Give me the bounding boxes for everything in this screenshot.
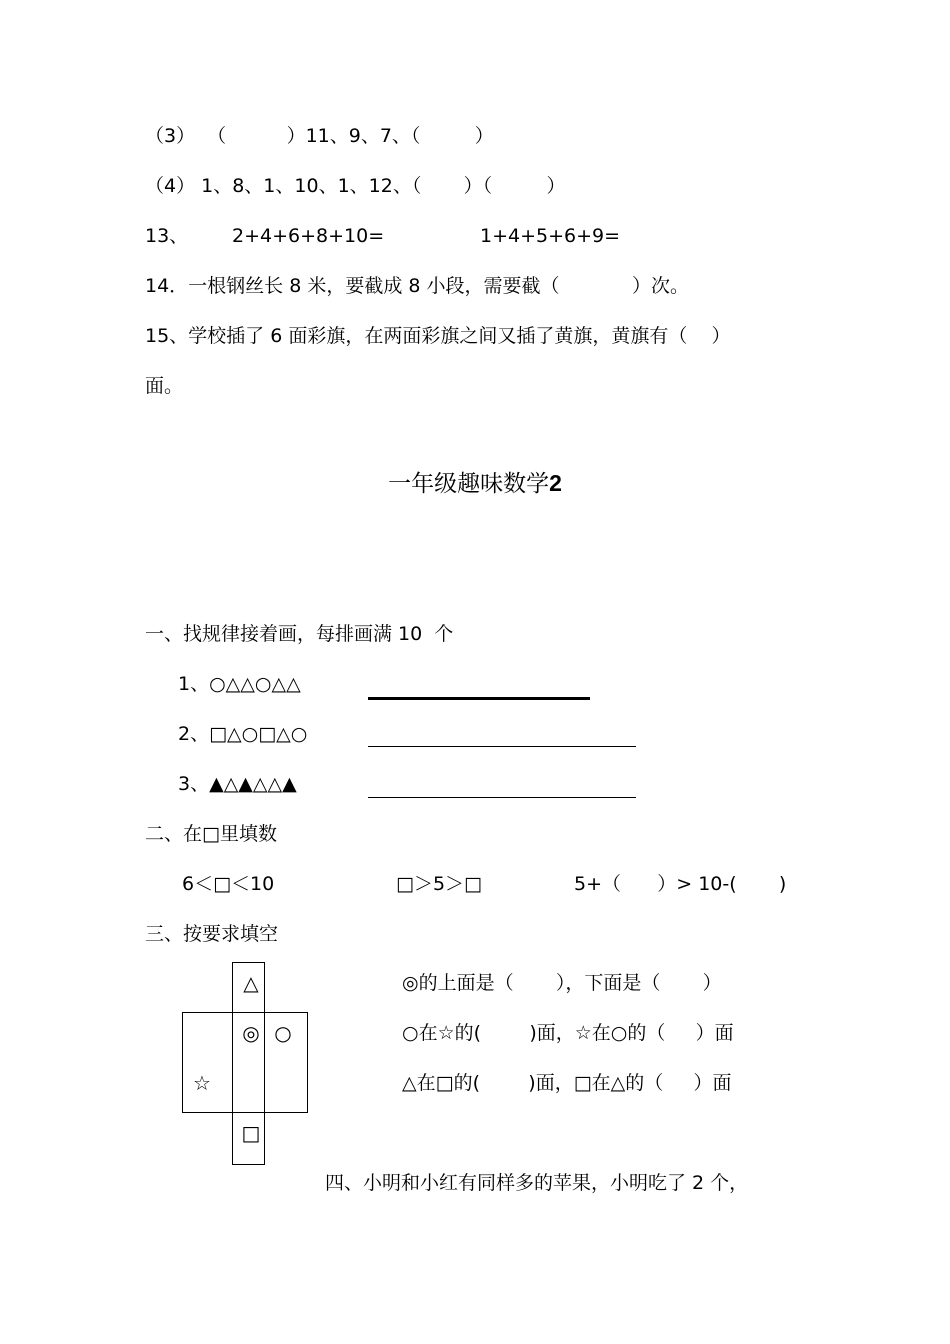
inequality-a: 6＜□＜10 <box>182 873 275 895</box>
question-13-expression-a: 2+4+6+8+10= <box>232 225 385 247</box>
square-icon: □ <box>241 1121 261 1145</box>
pattern-row-2: 2、□△○□△○ <box>178 723 308 745</box>
pattern-row-1: 1、○△△○△△ <box>178 673 301 695</box>
question-13-expression-b: 1+4+5+6+9= <box>480 225 621 247</box>
page-title <box>0 468 950 499</box>
answer-line-2[interactable] <box>368 746 636 747</box>
question-14: 14．一根钢丝长 8 米，要截成 8 小段，需要截（ ）次。 <box>145 275 689 297</box>
question-15-line-2: 面。 <box>145 375 184 397</box>
circle-icon: ○ <box>274 1021 292 1045</box>
inequality-c: 5+（ ）> 10-( ) <box>574 873 787 895</box>
position-question-2: ○在☆的( )面，☆在○的（ ）面 <box>402 1022 734 1044</box>
section-3-heading: 三、按要求填空 <box>145 923 279 945</box>
page-title-number: 2 <box>549 470 562 496</box>
question-13-label: 13、 <box>145 225 189 247</box>
position-question-3: △在□的( )面，□在△的（ ）面 <box>402 1072 732 1094</box>
triangle-icon: △ <box>243 971 259 995</box>
question-15-line-1: 15、学校插了 6 面彩旗，在两面彩旗之间又插了黄旗，黄旗有（ ） <box>145 325 731 347</box>
question-4: （4） 1、8、1、10、1、12、（ ）（ ） <box>145 175 566 197</box>
inequality-b: □＞5＞□ <box>396 873 482 895</box>
page-title-text: 一年级趣味数学 <box>388 471 550 497</box>
answer-line-3[interactable] <box>368 797 636 798</box>
section-1-heading: 一、找规律接着画，每排画满 10 个 <box>145 623 454 645</box>
section-4-text: 四、小明和小红有同样多的苹果，小明吃了 2 个， <box>325 1172 749 1194</box>
section-2-heading: 二、在□里填数 <box>145 823 277 845</box>
pattern-row-3: 3、▲△▲△△▲ <box>178 773 297 795</box>
question-3: （3） （ ）11、9、7、（ ） <box>145 125 494 147</box>
bullseye-icon: ◎ <box>242 1021 260 1045</box>
answer-line-1[interactable] <box>368 697 590 700</box>
star-icon: ☆ <box>193 1071 211 1095</box>
position-question-1: ◎的上面是（ ），下面是（ ） <box>402 972 722 994</box>
